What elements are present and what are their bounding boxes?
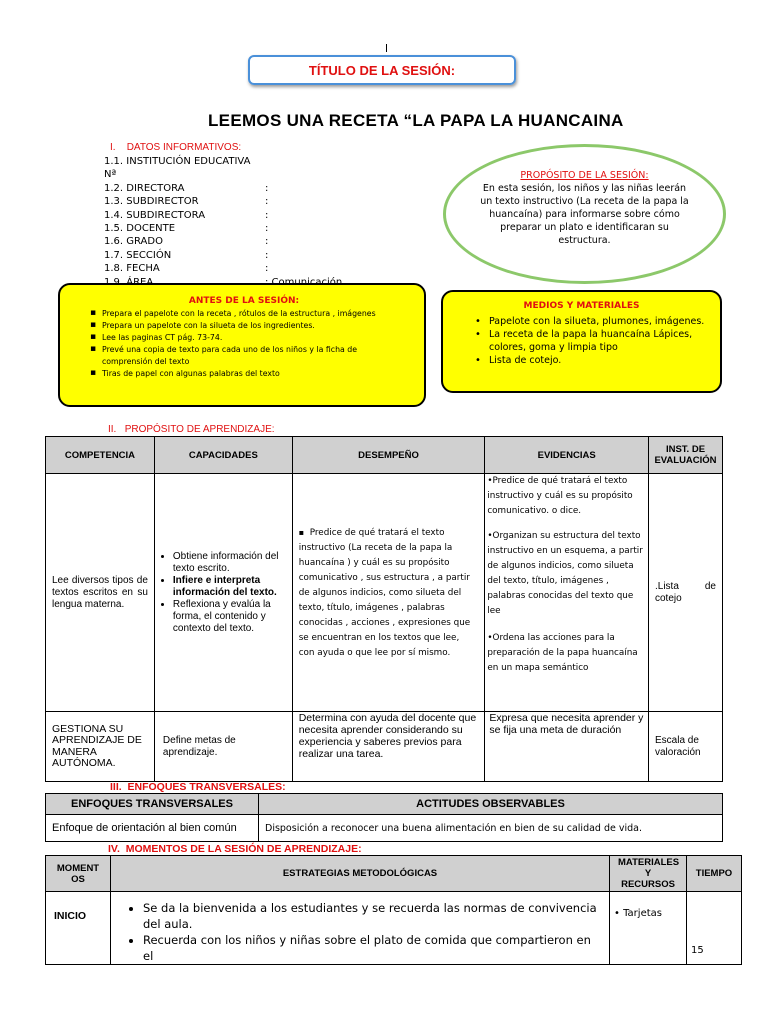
cell-inst-2: Escala de valoración bbox=[649, 712, 723, 782]
th-inst-evaluacion: INST. DE EVALUACIÓN bbox=[649, 437, 723, 474]
th-evidencias: EVIDENCIAS bbox=[485, 437, 649, 474]
capacidad-1: • Obtiene información del texto escrito. bbox=[173, 551, 286, 575]
momentos-heading: IV. MOMENTOS DE LA SESIÓN DE APRENDIZAJE: bbox=[108, 843, 362, 855]
enfoques-table bbox=[45, 793, 723, 842]
antes-list bbox=[86, 308, 402, 380]
datos-value: : bbox=[265, 209, 269, 221]
momentos-table bbox=[45, 855, 742, 965]
datos-row bbox=[104, 235, 342, 248]
datos-list bbox=[104, 155, 342, 289]
datos-value: : bbox=[265, 249, 269, 261]
antes-item: ▪ Prepara el papelote con la receta , rótulos de la estructura , imágenes bbox=[86, 308, 402, 320]
cell-estrategias bbox=[111, 892, 610, 965]
cell-actitud: Disposición a reconocer una buena alimentación en bien de su calidad de vida. bbox=[259, 815, 723, 842]
estrategia-2: • Recuerda con los niños y niñas sobre el plato de comida que compartieron en el bbox=[143, 932, 603, 964]
datos-key: 1.2. DIRECTORA bbox=[104, 182, 185, 194]
datos-key: 1.6. GRADO bbox=[104, 236, 163, 248]
datos-key: 1.1. INSTITUCIÓN EDUCATIVA Nª bbox=[104, 156, 251, 181]
cell-competencia-2: GESTIONA SU APRENDIZAJE DE MANERA AUTÓNOMA. bbox=[46, 712, 155, 782]
estrategia-1: • Se da la bienvenida a los estudiantes y se recuerda las normas de convivencia del aula. bbox=[143, 900, 603, 932]
cell-enfoque: Enfoque de orientación al bien común bbox=[46, 815, 259, 842]
proposito-sesion-ellipse bbox=[443, 144, 726, 284]
medios-item: • Lista de cotejo. bbox=[473, 354, 708, 367]
top-mark bbox=[386, 44, 387, 52]
antes-sesion-box bbox=[58, 283, 426, 407]
cell-desempeno-1: ▪ Predice de qué tratará el texto instructivo (La receta de la papa la huancaína ) y cuál es su propósito comunicativo , sus estructura , a partir de algunos indicios, como silueta del texto, título, imágenes , palabras conocidas , acciones , expresiones que se encuentran en los textos que lee, con ayuda o que lee por sí mismo. bbox=[292, 474, 485, 712]
th-capacidades: CAPACIDADES bbox=[154, 437, 292, 474]
aprendizaje-table bbox=[45, 436, 723, 782]
evidencia-3: Ordena las acciones para la preparación de la papa huancaína en un mapa semántico bbox=[487, 633, 638, 673]
cell-materiales: • Tarjetas bbox=[610, 892, 687, 965]
th-materiales: MATERIALES Y RECURSOS bbox=[610, 856, 687, 892]
th-momentos: MOMENTOS bbox=[46, 856, 111, 892]
medios-list bbox=[473, 315, 708, 367]
aprendizaje-heading: II. PROPÓSITO DE APRENDIZAJE: bbox=[108, 424, 275, 435]
cell-evidencias-1: •Predice de qué tratará el texto instructivo y cuál es su propósito comunicativo. o dice. •Organizan su estructura del texto instructivo en un esquema, a partir de algunos indicios, como silueta del texto, título, imágenes , palabras conocidas del texto que lee •Ordena las acciones para la preparación de la papa huancaína en un mapa semántico bbox=[485, 474, 649, 712]
th-competencia: COMPETENCIA bbox=[46, 437, 155, 474]
datos-key: 1.3. SUBDIRECTOR bbox=[104, 196, 199, 208]
datos-row bbox=[104, 155, 342, 182]
antes-item: ▪ Prepara un papelote con la silueta de los ingredientes. bbox=[86, 320, 402, 332]
antes-item: ▪ Prevé una copia de texto para cada uno de los niños y la ficha de comprensión del texto bbox=[86, 344, 402, 368]
medios-materiales-box bbox=[441, 290, 722, 393]
cell-inicio: INICIO bbox=[46, 892, 111, 965]
cell-tiempo: 15 bbox=[687, 892, 742, 965]
antes-item: ▪ Lee las paginas CT pág. 73-74. bbox=[86, 332, 402, 344]
datos-value: : bbox=[265, 223, 269, 235]
capacidad-3: • Reflexiona y evalúa la forma, el contenido y contexto del texto. bbox=[173, 599, 286, 635]
antes-item: ▪ Tiras de papel con algunas palabras del texto bbox=[86, 368, 402, 380]
datos-value: : bbox=[265, 236, 269, 248]
datos-key: 1.4. SUBDIRECTORA bbox=[104, 209, 206, 221]
datos-key: 1.8. FECHA bbox=[104, 263, 160, 275]
antes-heading: ANTES DE LA SESIÓN: bbox=[188, 296, 300, 306]
datos-row bbox=[104, 195, 342, 208]
datos-row bbox=[104, 209, 342, 222]
datos-key: 1.7. SECCIÓN bbox=[104, 249, 172, 261]
session-title-label: TÍTULO DE LA SESIÓN: bbox=[308, 63, 456, 78]
datos-heading: I. DATOS INFORMATIVOS: bbox=[110, 142, 242, 153]
evidencia-2: Organizan su estructura del texto instructivo en un esquema, a partir de algunos indicios, como silueta del texto, título, imágenes , palabras conocidas del texto que lee bbox=[487, 531, 643, 616]
datos-row bbox=[104, 182, 342, 195]
material-text: Tarjetas bbox=[623, 908, 662, 919]
main-title: LEEMOS UNA RECETA “LA PAPA LA HUANCAINA bbox=[208, 111, 624, 130]
desempeno-text: Predice de qué tratará el texto instructivo (La receta de la papa la huancaína ) y cuál es su propósito comunicativo , sus estructura , a partir de algunos indicios, como silueta del texto, título, imágenes , palabras conocidas , acciones , expresiones que se encuentran en los textos que lee, con ayuda o que lee por sí mismo. bbox=[298, 527, 471, 658]
cell-desempeno-2: Determina con ayuda del docente que necesita aprender considerando su experiencia y saberes previos para realizar una tarea. bbox=[292, 712, 485, 782]
cell-evidencias-2: Expresa que necesita aprender y se fija una meta de duración bbox=[485, 712, 649, 782]
capacidad-2: • Infiere e interpreta información del texto. bbox=[173, 575, 286, 599]
datos-row bbox=[104, 222, 342, 235]
datos-row bbox=[104, 262, 342, 275]
datos-value: : bbox=[265, 263, 269, 275]
cell-inst-1: .Lista de cotejo bbox=[649, 474, 723, 712]
datos-row bbox=[104, 249, 342, 262]
datos-value: : bbox=[265, 182, 269, 194]
medios-item: • La receta de la papa la huancaína Lápices, colores, goma y limpia tipo bbox=[473, 328, 708, 354]
session-title-box bbox=[248, 55, 516, 85]
th-estrategias: ESTRATEGIAS METODOLÓGICAS bbox=[111, 856, 610, 892]
medios-item: • Papelote con la silueta, plumones, imágenes. bbox=[473, 315, 708, 328]
evidencia-1: Predice de qué tratará el texto instructivo y cuál es su propósito comunicativo. o dice. bbox=[487, 476, 633, 516]
proposito-sesion-text: En esta sesión, los niños y las niñas leerán un texto instructivo (La receta de la papa la huancaína) para informarse sobre cómo preparar un plato e identificaran su estructura. bbox=[480, 183, 689, 246]
th-tiempo: TIEMPO bbox=[687, 856, 742, 892]
th-actitudes: ACTITUDES OBSERVABLES bbox=[259, 794, 723, 815]
th-enfoques: ENFOQUES TRANSVERSALES bbox=[46, 794, 259, 815]
cell-capacidades-1 bbox=[154, 474, 292, 712]
datos-key: 1.5. DOCENTE bbox=[104, 223, 176, 235]
enfoques-heading: III. ENFOQUES TRANSVERSALES: bbox=[110, 781, 286, 793]
proposito-sesion-heading: PROPÓSITO DE LA SESIÓN: bbox=[520, 170, 649, 181]
cell-competencia-1: Lee diversos tipos de textos escritos en su lengua materna. bbox=[46, 474, 155, 712]
datos-value: : bbox=[265, 196, 269, 208]
medios-heading: MEDIOS Y MATERIALES bbox=[523, 301, 640, 311]
th-desempeno: DESEMPEÑO bbox=[292, 437, 485, 474]
cell-capacidades-2: Define metas de aprendizaje. bbox=[154, 712, 292, 782]
